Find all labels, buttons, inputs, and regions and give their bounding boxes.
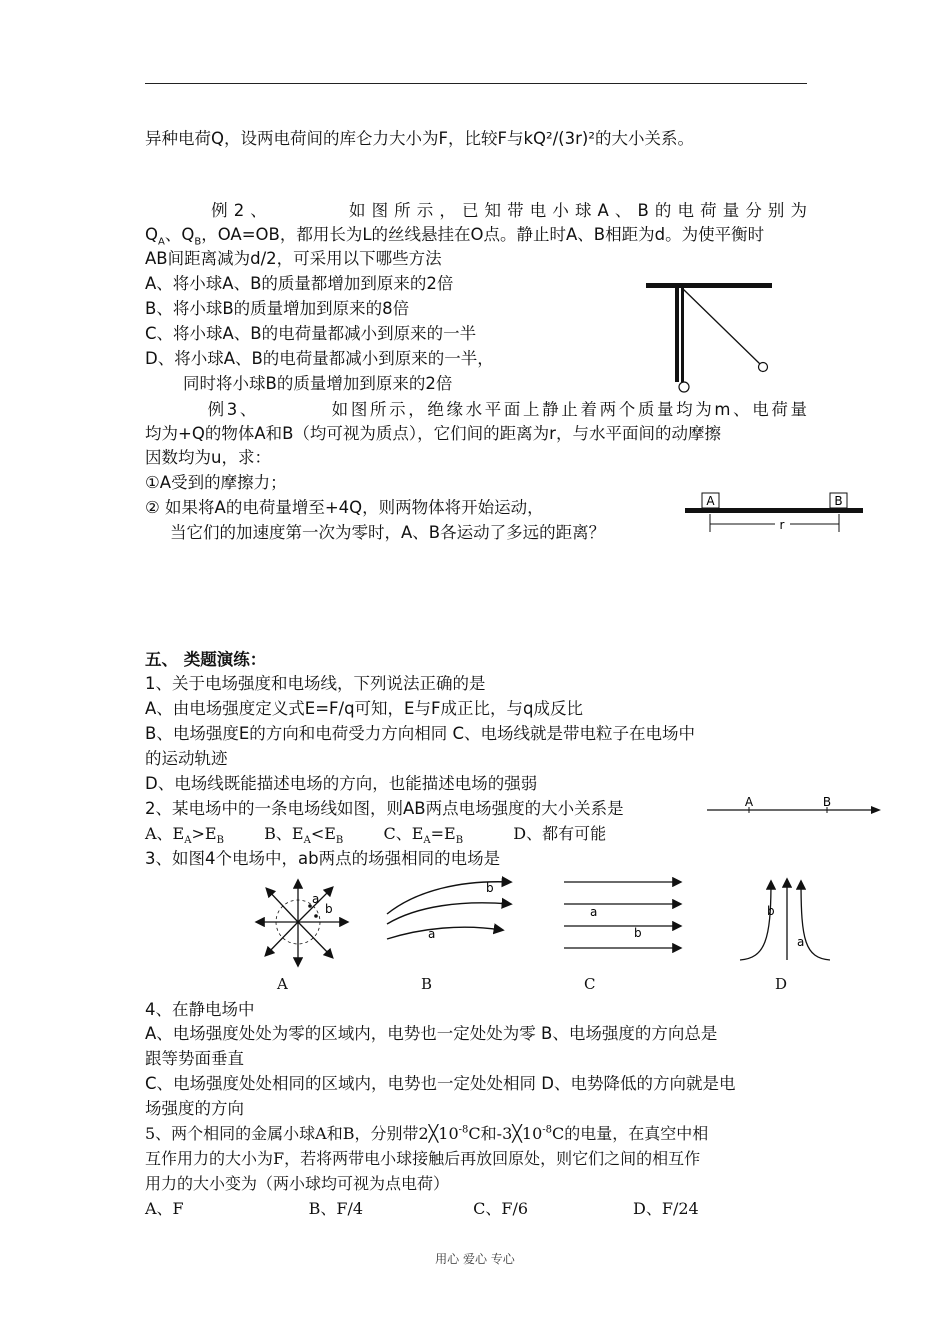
fig-c-point-a: a	[590, 905, 598, 919]
q4-option-c-d: C、电场强度处处相同的区域内，电势也一定处处相同 D、电势降低的方向就是电	[145, 1074, 736, 1093]
fig-c-point-b: b	[634, 926, 642, 940]
field-figure-c	[562, 872, 687, 957]
fig-caption-d: D	[775, 975, 788, 993]
example-3-line2: 均为+Q的物体A和B（均可视为质点），它们间的距离为r，与水平面间的动摩擦	[145, 424, 721, 443]
section-5-title: 五、 类题演练：	[145, 650, 267, 669]
ball-a	[679, 382, 689, 392]
point-a-label: A	[744, 795, 754, 809]
field-figure-b	[382, 872, 517, 947]
q1-option-c-cont: 的运动轨迹	[145, 749, 228, 768]
fig-b-point-a: a	[428, 927, 436, 941]
right-thread	[682, 288, 760, 364]
q5-line3: 用力的大小变为（两小球均可视为点电荷）	[145, 1174, 450, 1193]
q4-option-d-cont: 场强度的方向	[145, 1099, 244, 1118]
q4: 4、在静电场中	[145, 1000, 255, 1019]
left-thread	[675, 288, 679, 382]
block-b-label: B	[834, 494, 843, 508]
q3: 3、如图4个电场中，ab两点的场强相同的电场是	[145, 849, 501, 868]
q1-option-d: D、电场线既能描述电场的方向，也能描述电场的强弱	[145, 774, 538, 793]
continued-text: 异种电荷Q，设两电荷间的库仑力大小为F，比较F与kQ²/(3r)²的大小关系。	[145, 129, 694, 148]
left-thread-2	[681, 288, 684, 382]
example-2-line3: AB间距离减为d/2，可采用以下哪些方法	[145, 249, 442, 268]
field-figure-d	[735, 870, 835, 965]
pendulum-figure	[640, 278, 780, 398]
q1-option-a: A、由电场强度定义式E=F/q可知，E与F成正比，与q成反比	[145, 699, 583, 718]
block-a-label: A	[706, 494, 715, 508]
field-line-figure	[705, 793, 885, 821]
page-footer: 用心 爱心 专心	[435, 1252, 515, 1266]
fig-d-point-b: b	[767, 904, 775, 918]
example-2-intro: 例2、 如图所示，已知带电小球A、B的电荷量分别为	[205, 201, 808, 220]
example-2-option-d-cont: 同时将小球B的质量增加到原来的2倍	[183, 374, 453, 393]
distance-label: r	[779, 518, 785, 532]
fig-caption-b: B	[421, 975, 433, 993]
q5-line1: 5、两个相同的金属小球A和B，分别带$2╳10^{-8}C$和$-3╳10^{-8}C$的电量，在真空中相	[145, 1124, 709, 1143]
fig-b-point-b: b	[486, 881, 494, 895]
field-figure-a	[252, 875, 352, 970]
q5-line2: 互作用力的大小为F，若将两带电小球接触后再放回原处，则它们之间的相互作	[145, 1149, 701, 1168]
q2-options: A、$E_A>E_B$ B、$E_A<E_B$ C、$E_A=E_B$ D、都有可能	[145, 824, 607, 847]
example-3-intro: 例3、 如图所示，绝缘水平面上静止着两个质量均为m、电荷量	[205, 400, 808, 419]
example-2-option-b: B、将小球B的质量增加到原来的8倍	[145, 299, 410, 318]
example-2-option-d: D、将小球A、B的电荷量都减小到原来的一半，	[145, 349, 494, 368]
table-surface	[685, 508, 863, 513]
blocks-figure	[680, 486, 870, 536]
example-3-q2: ② 如果将A的电荷量增至+4Q，则两物体将开始运动，	[145, 498, 544, 517]
ceiling-bar	[646, 283, 772, 288]
example-3-line3: 因数均为u，求：	[145, 448, 271, 467]
q1-option-b-c: B、电场强度E的方向和电荷受力方向相同 C、电场线就是带电粒子在电场中	[145, 724, 696, 743]
q4-option-a-b: A、电场强度处处为零的区域内，电势也一定处处为零 B、电场强度的方向总是	[145, 1024, 718, 1043]
ball-b	[759, 363, 768, 372]
example-2-option-a: A、将小球A、B的质量都增加到原来的2倍	[145, 274, 454, 293]
q1: 1、关于电场强度和电场线，下列说法正确的是	[145, 674, 486, 693]
q2: 2、某电场中的一条电场线如图，则AB两点电场强度的大小关系是	[145, 799, 624, 818]
example-2-line2: $Q_A$、$Q_B$，OA=OB，都用长为L的丝线悬挂在O点。静止时A、B相距为d。为使平衡时	[145, 225, 765, 248]
q5-options: A、F B、F/4 C、F/6 D、F/24	[145, 1199, 699, 1218]
example-2-option-c: C、将小球A、B的电荷量都减小到原来的一半	[145, 324, 477, 343]
fig-caption-c: C	[584, 975, 596, 993]
fig-d-point-a: a	[797, 935, 805, 949]
q4-option-b-cont: 跟等势面垂直	[145, 1049, 244, 1068]
fig-a-point-b: b	[325, 902, 333, 916]
header-rule	[145, 83, 807, 84]
fig-a-point-a: a	[312, 892, 320, 906]
fig-caption-a: A	[277, 975, 288, 993]
point-b-label: B	[822, 795, 832, 809]
example-3-q2-cont: 当它们的加速度第一次为零时，A、B各运动了多远的距离？	[170, 523, 606, 542]
example-3-q1: ①A受到的摩擦力；	[145, 473, 287, 492]
